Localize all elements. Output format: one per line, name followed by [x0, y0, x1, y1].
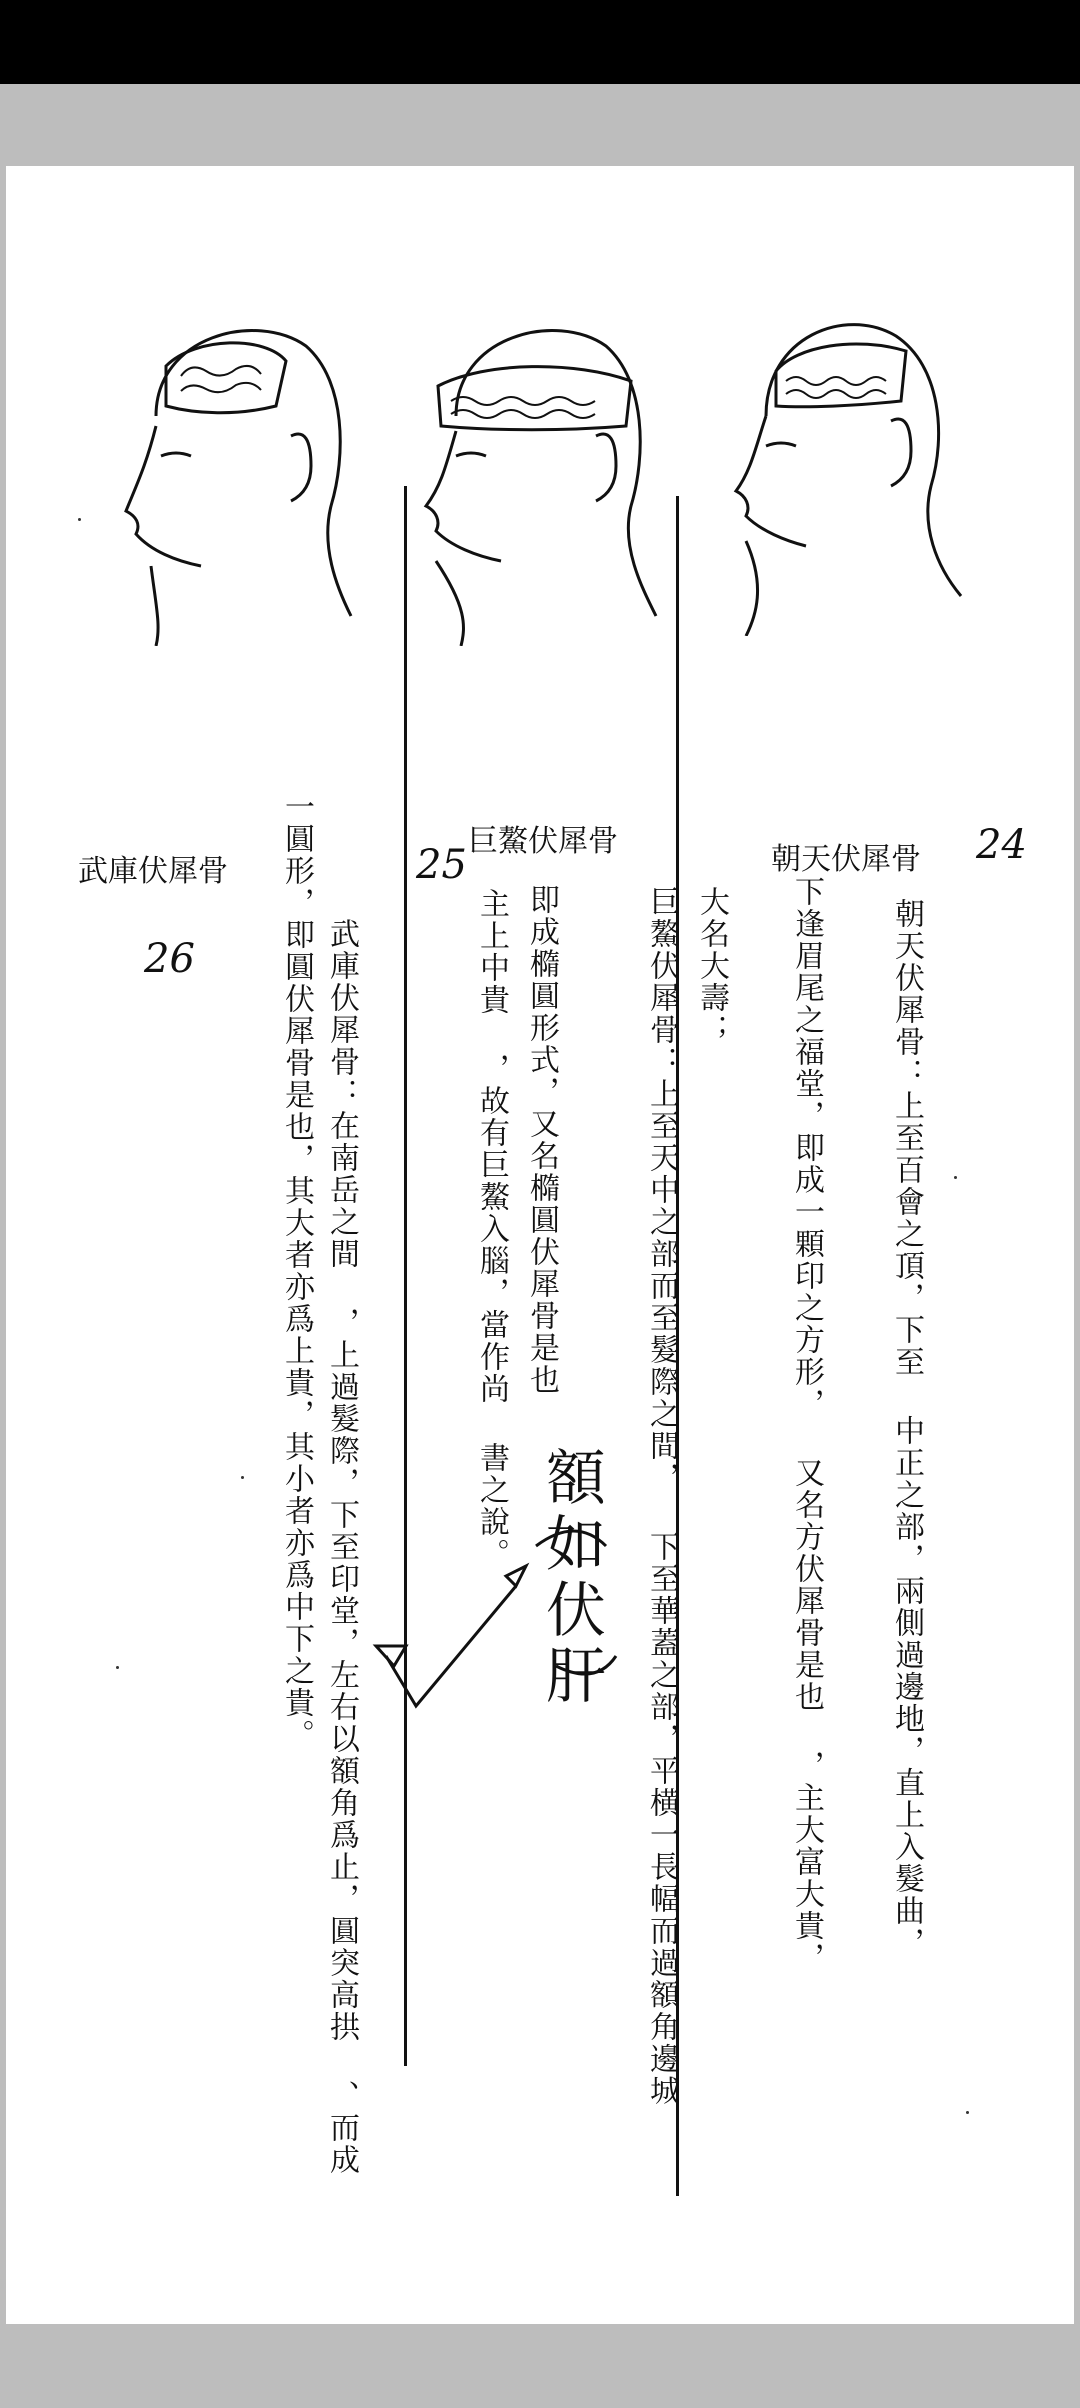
- text-column-25-1: 大名大壽；: [694, 886, 729, 1046]
- text-column-25-4: 主上中貴 ，故有巨鰲入腦，當作尚 書之說。: [474, 888, 509, 1570]
- caption-24: 朝天伏犀骨: [771, 842, 921, 877]
- bottom-gray-bar: [0, 2324, 1080, 2408]
- text-column-25-2: 巨鰲伏犀骨：上至天中之部而至髮際之間， 下至華蓋之部，平横一長幅而過額角邊城: [644, 886, 679, 2107]
- text-column-25-3: 即成橢圓形式，又名橢圓伏犀骨是也: [524, 884, 559, 1396]
- text-column-26-2: 一圓形，即圓伏犀骨是也，其大者亦爲上貴，其小者亦爲中下之貴。: [279, 791, 314, 1751]
- head-illustration-24: [706, 296, 966, 636]
- head-illustration-25: [406, 306, 666, 646]
- figure-number-24: 24: [976, 822, 1027, 868]
- scanned-page: [6, 166, 1074, 2324]
- scan-speck: [241, 1476, 244, 1479]
- figure-number-26: 26: [144, 936, 195, 982]
- text-column-26-1: 武庫伏犀骨：在南岳之間 ，上過髮際，下至印堂，左右以額角爲止，圓突高拱 、而成: [324, 918, 359, 2176]
- head-illustration-26: [96, 306, 356, 646]
- annotation-arrow: [366, 1486, 626, 1746]
- scan-speck: [954, 1176, 957, 1179]
- text-column-24-2: 下逢眉尾之福堂，即成一顆印之方形， 又名方伏犀骨是也 ，主大富大貴，: [789, 876, 824, 1974]
- caption-26: 武庫伏犀骨: [78, 854, 228, 889]
- handwritten-note: 額如伏肝: [536, 1446, 606, 1710]
- scan-speck: [116, 1666, 119, 1669]
- scan-speck: [78, 518, 81, 521]
- scan-speck: [966, 2111, 969, 2114]
- top-black-bar: [0, 0, 1080, 84]
- caption-25: 巨鰲伏犀骨: [468, 824, 618, 859]
- text-column-24-1: 朝天伏犀骨：上至百會之頂，下至 中正之部，兩側過邊地，直上入髮曲，: [889, 898, 924, 1959]
- figure-number-25: 25: [416, 842, 467, 888]
- column-divider-left: [404, 486, 407, 2066]
